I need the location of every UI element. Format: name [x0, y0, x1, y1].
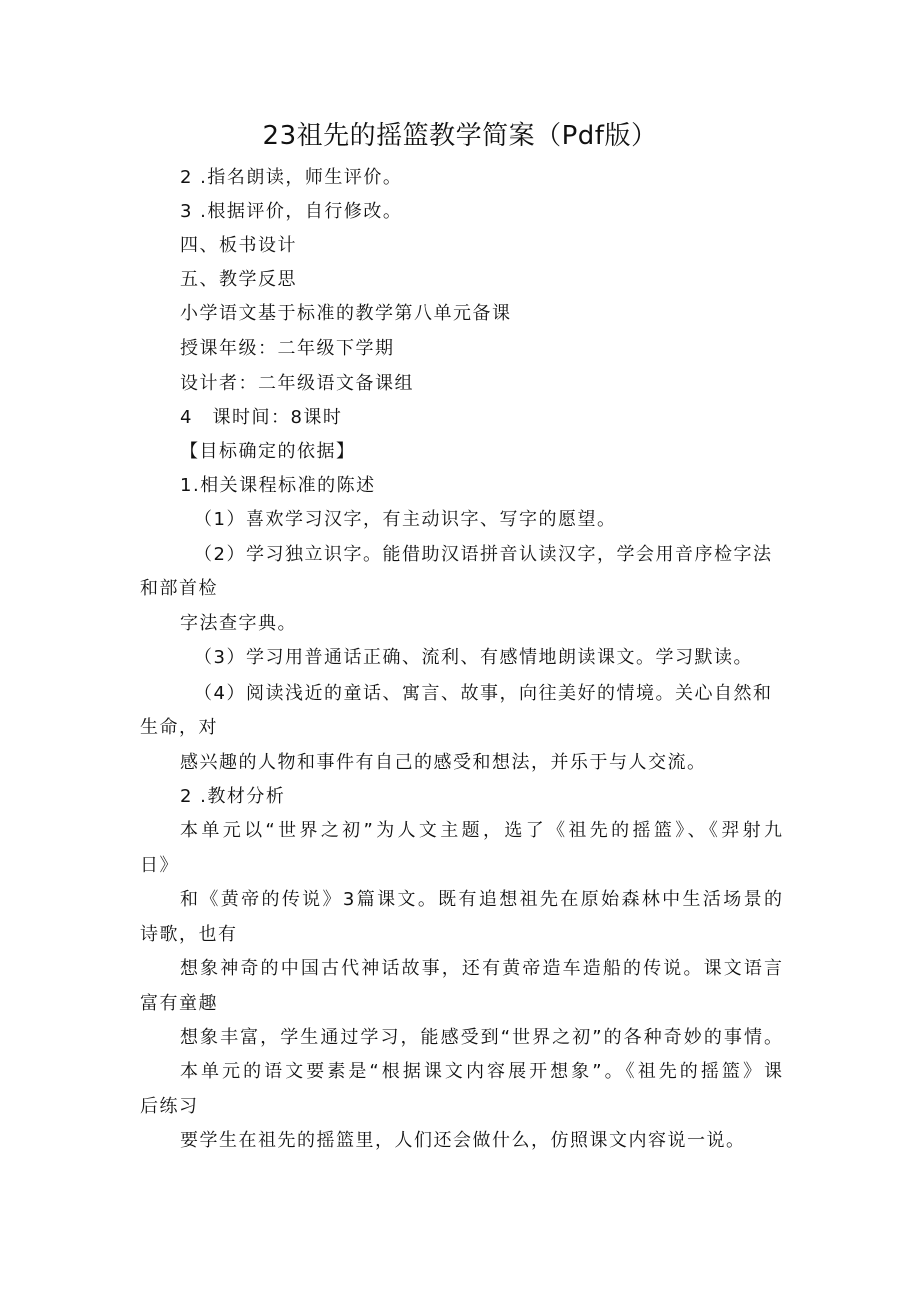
- text-line: 和《黄帝的传说》3篇课文。既有追想祖先在原始森林中生活场景的: [180, 889, 782, 910]
- text-line: 3 .根据评价，自行修改。: [180, 201, 403, 222]
- text-line: 想象丰富，学生通过学习，能感受到“世界之初”的各种奇妙的事情。: [180, 1027, 782, 1048]
- text-line: 和部首检: [140, 578, 218, 599]
- text-line: （1）喜欢学习汉字，有主动识字、写字的愿望。: [194, 509, 617, 530]
- section-heading: 五、教学反思: [180, 269, 297, 290]
- text-line: 诗歌，也有: [140, 924, 238, 945]
- text-line: 1.相关课程标准的陈述: [180, 475, 376, 496]
- text-line: 日》: [140, 855, 179, 876]
- text-line: 字法查字典。: [180, 613, 297, 634]
- text-line: 设计者：二年级语文备课组: [180, 373, 414, 394]
- text-line: 生命，对: [140, 717, 218, 738]
- text-line: （4）阅读浅近的童话、寓言、故事，向往美好的情境。关心自然和: [194, 683, 773, 704]
- text-line: 本单元以“世界之初”为人文主题，选了《祖先的摇篮》、《羿射九: [180, 820, 782, 841]
- section-heading: 【目标确定的依据】: [180, 441, 356, 462]
- text-line: 想象神奇的中国古代神话故事，还有黄帝造车造船的传说。课文语言: [180, 958, 782, 979]
- section-heading: 2 .教材分析: [180, 786, 286, 807]
- section-heading: 四、板书设计: [180, 235, 297, 256]
- document-title: 23祖先的摇篮教学简案（Pdf版）: [262, 121, 658, 151]
- text-line: 富有童趣: [140, 993, 218, 1014]
- text-line: 后练习: [140, 1096, 199, 1117]
- text-line: （3）学习用普通话正确、流利、有感情地朗读课文。学习默读。: [194, 647, 753, 668]
- text-line: 感兴趣的人物和事件有自己的感受和想法，并乐于与人交流。: [180, 752, 707, 773]
- text-line: 要学生在祖先的摇篮里，人们还会做什么，仿照课文内容说一说。: [180, 1130, 746, 1151]
- text-line: （2）学习独立识字。能借助汉语拼音认读汉字，学会用音序检字法: [194, 544, 773, 565]
- text-line: 4 课时间：8课时: [180, 407, 343, 428]
- text-line: 授课年级：二年级下学期: [180, 338, 395, 359]
- text-line: 2 .指名朗读，师生评价。: [180, 167, 403, 188]
- text-line: 本单元的语文要素是“根据课文内容展开想象”。《祖先的摇篮》课: [180, 1061, 782, 1082]
- text-line: 小学语文基于标准的教学第八单元备课: [180, 303, 512, 324]
